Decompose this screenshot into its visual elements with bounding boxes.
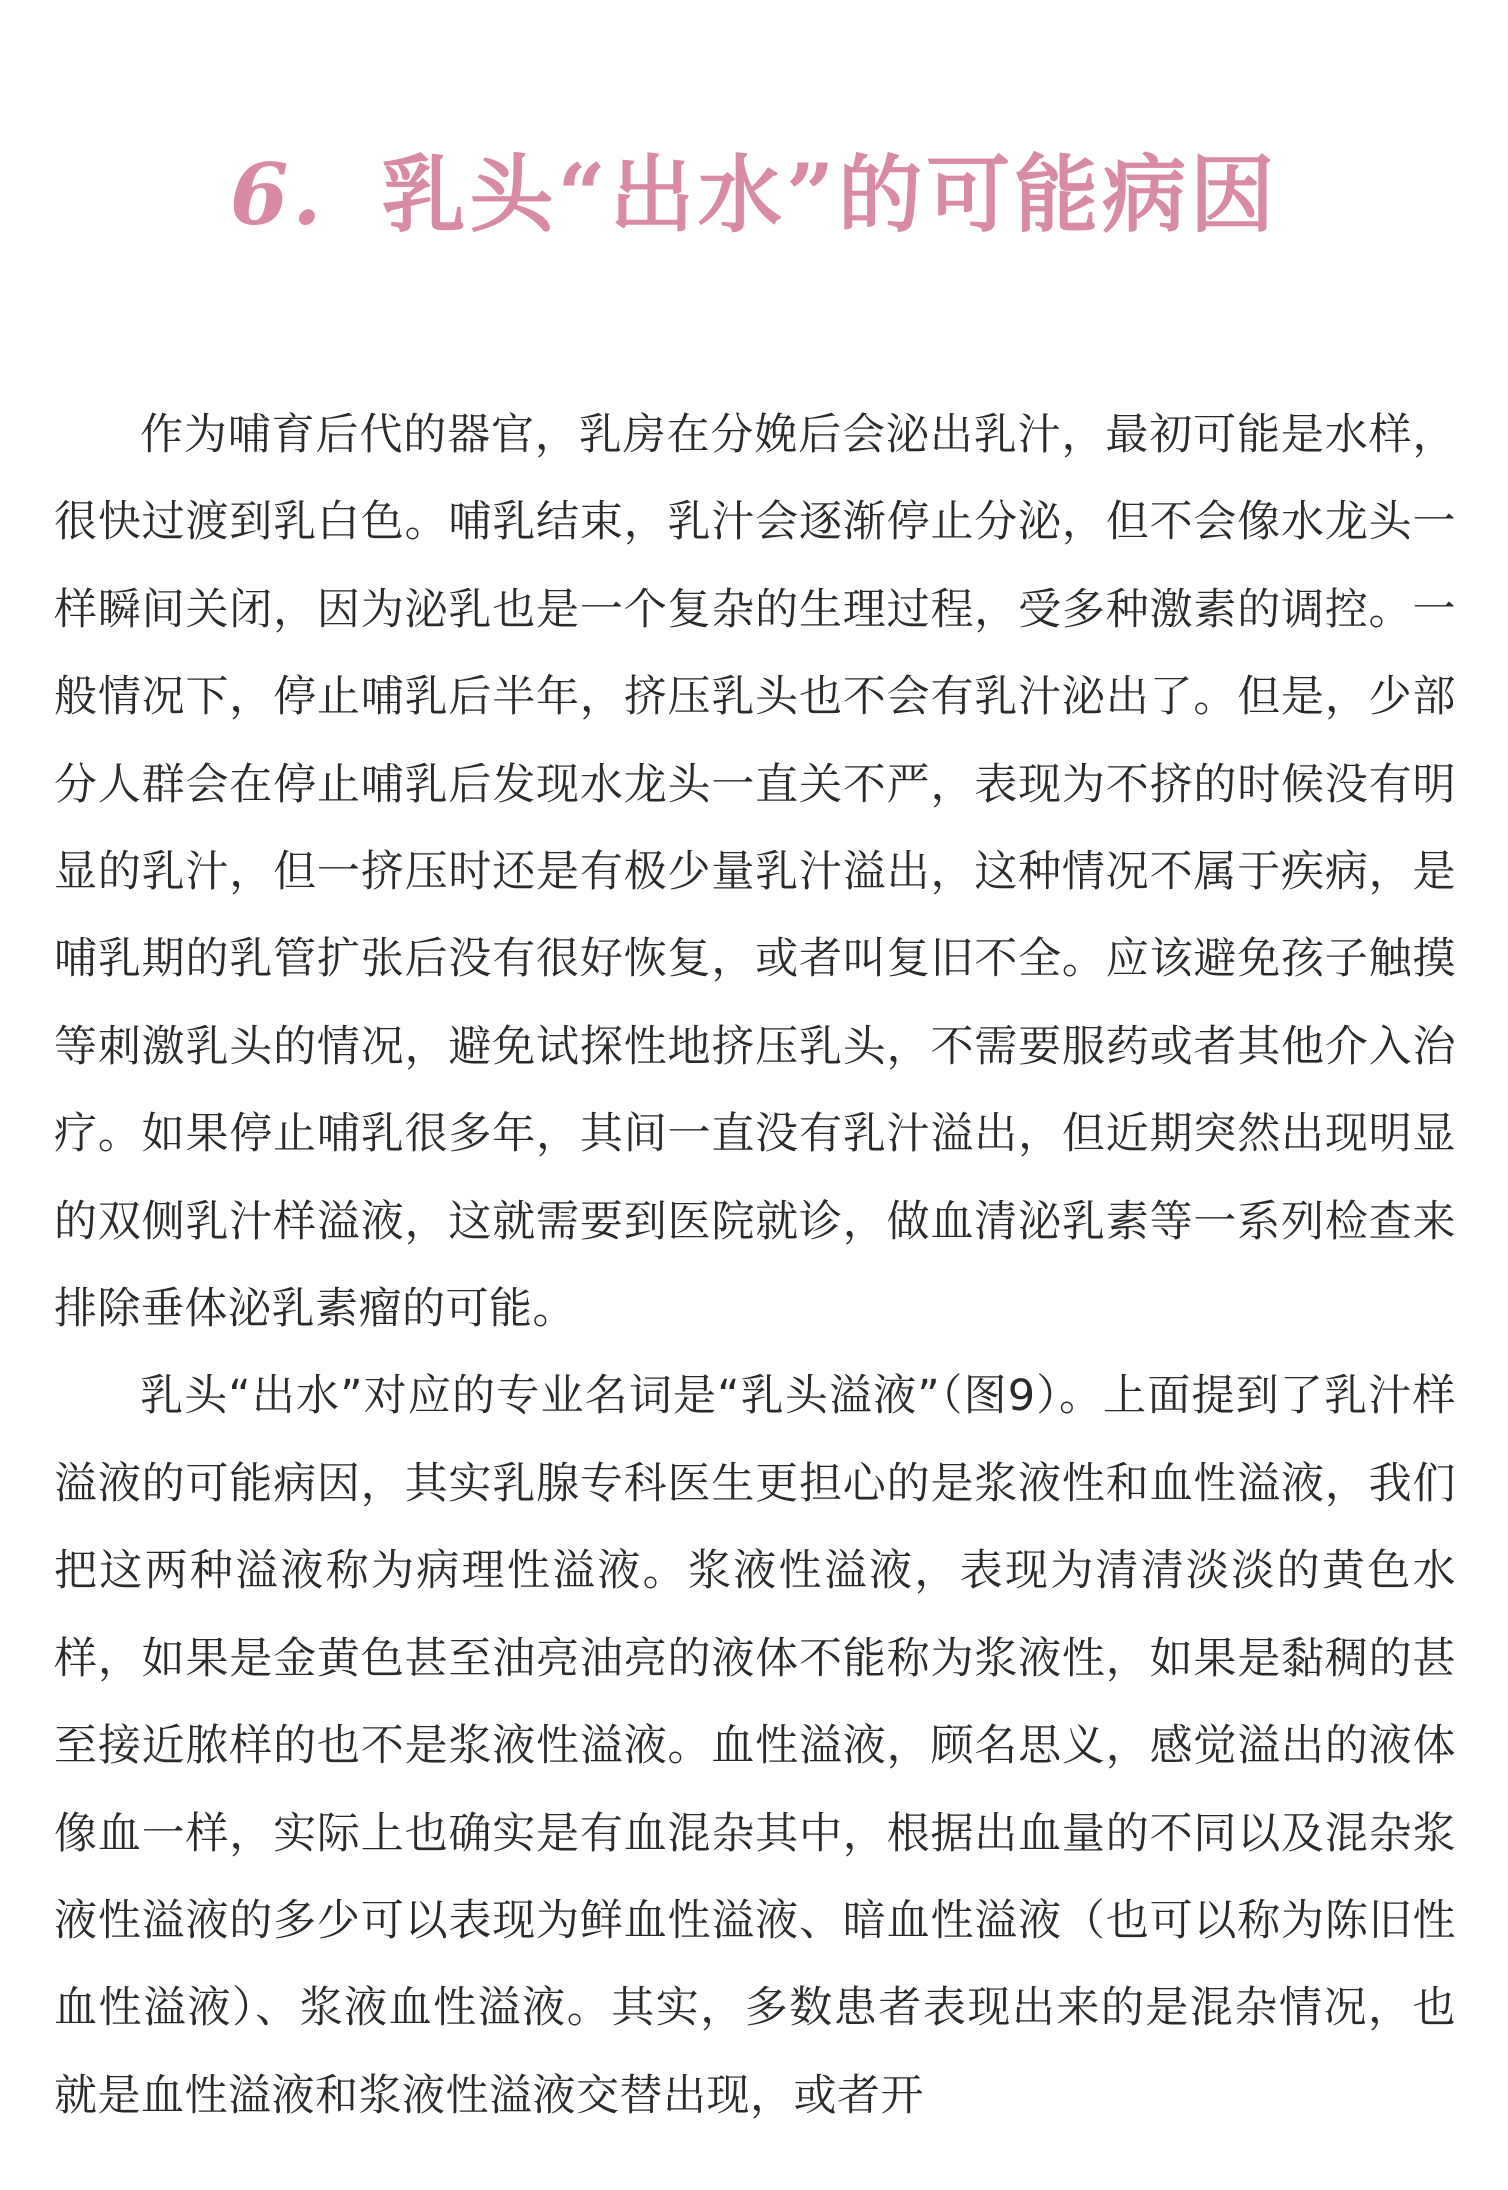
section-number: 6. — [229, 145, 326, 244]
body-text — [54, 392, 1456, 2140]
section-title — [0, 140, 1508, 250]
section-heading-text: 乳头“出水”的可能病因 — [381, 145, 1279, 244]
paragraph: 作为哺育后代的器官，乳房在分娩后会泌出乳汁，最初可能是水样，很快过渡到乳白色。哺乳结束，乳汁会逐渐停止分泌，但不会像水龙头一样瞬间关闭，因为泌乳也是一个复杂的生理过程，受多种激素的调控。一般情况下，停止哺乳后半年，挤压乳头也不会有乳汁泌出了。但是，少部分人群会在停止哺乳后发现水龙头一直关不严，表现为不挤的时候没有明显的乳汁，但一挤压时还是有极少量乳汁溢出，这种情况不属于疾病，是哺乳期的乳管扩张后没有很好恢复，或者叫复旧不全。应该避免孩子触摸等刺激乳头的情况，避免试探性地挤压乳头，不需要服药或者其他介入治疗。如果停止哺乳很多年，其间一直没有乳汁溢出，但近期突然出现明显的双侧乳汁样溢液，这就需要到医院就诊，做血清泌乳素等一系列检查来排除垂体泌乳素瘤的可能。 — [54, 410, 1456, 1335]
paragraph: 乳头“出水”对应的专业名词是“乳头溢液”（图9）。上面提到了乳汁样溢液的可能病因，其实乳腺专科医生更担心的是浆液性和血性溢液，我们把这两种溢液称为病理性溢液。浆液性溢液，表现为清清淡淡的黄色水样，如果是金黄色甚至油亮油亮的液体不能称为浆液性，如果是黏稠的甚至接近脓样的也不是浆液性溢液。血性溢液，顾名思义，感觉溢出的液体像血一样，实际上也确实是有血混杂其中，根据出血量的不同以及混杂浆液性溢液的多少可以表现为鲜血性溢液、暗血性溢液（也可以称为陈旧性血性溢液）、浆液血性溢液。其实，多数患者表现出来的是混杂情况，也就是血性溢液和浆液性溢液交替出现，或者开 — [54, 1371, 1456, 2121]
